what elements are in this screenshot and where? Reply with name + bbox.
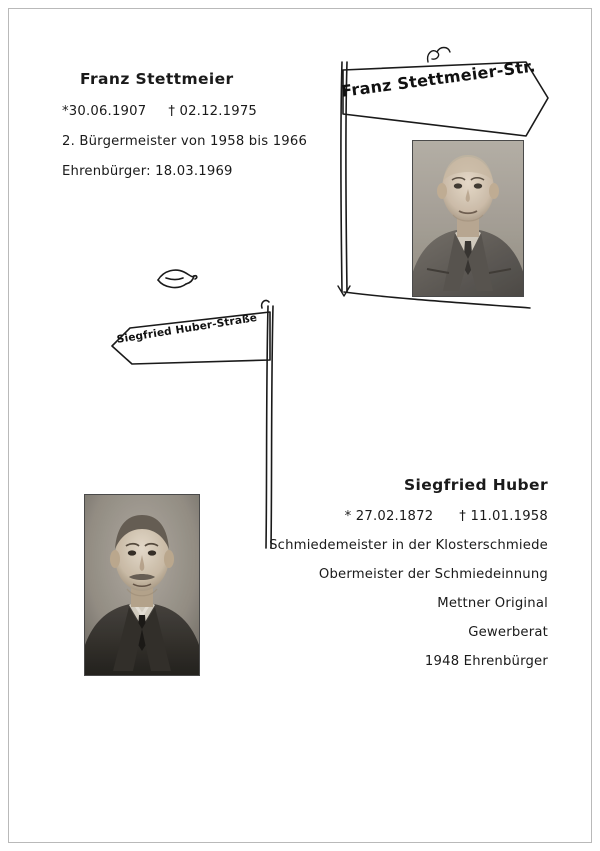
person-block-huber [188, 476, 548, 683]
person-role-huber-4: Gewerberat [468, 625, 548, 640]
bird-doodle [150, 262, 200, 296]
person-death-huber: † 11.01.1958 [459, 509, 548, 524]
person-dates-huber [188, 509, 548, 524]
sign-label-huber: Siegfried Huber-Straße [116, 311, 258, 346]
sign-label-stettmeier: Franz Stettmeier-Str. [340, 56, 537, 101]
person-honor-stettmeier: Ehrenbürger: 18.03.1969 [62, 164, 233, 179]
photo-stettmeier [412, 140, 524, 297]
person-role-huber-2: Obermeister der Schmiedeinnung [318, 567, 548, 582]
person-role-huber-3: Mettner Original [437, 596, 548, 611]
photo-stettmeier-image [413, 141, 523, 296]
person-name-stettmeier: Franz Stettmeier [80, 70, 234, 88]
person-block-stettmeier [62, 70, 342, 194]
photo-huber [84, 494, 200, 676]
person-role-huber-1: Schmiedemeister in der Klosterschmiede [269, 538, 548, 553]
photo-huber-image [85, 495, 199, 675]
person-birth-stettmeier: *30.06.1907 [62, 104, 147, 119]
person-role-stettmeier: 2. Bürgermeister von 1958 bis 1966 [62, 134, 308, 149]
person-role-huber-5: 1948 Ehrenbürger [424, 654, 548, 669]
person-name-huber: Siegfried Huber [403, 476, 548, 494]
person-death-stettmeier: † 02.12.1975 [168, 104, 258, 119]
person-dates-stettmeier [62, 104, 342, 119]
person-birth-huber: * 27.02.1872 [344, 509, 434, 524]
